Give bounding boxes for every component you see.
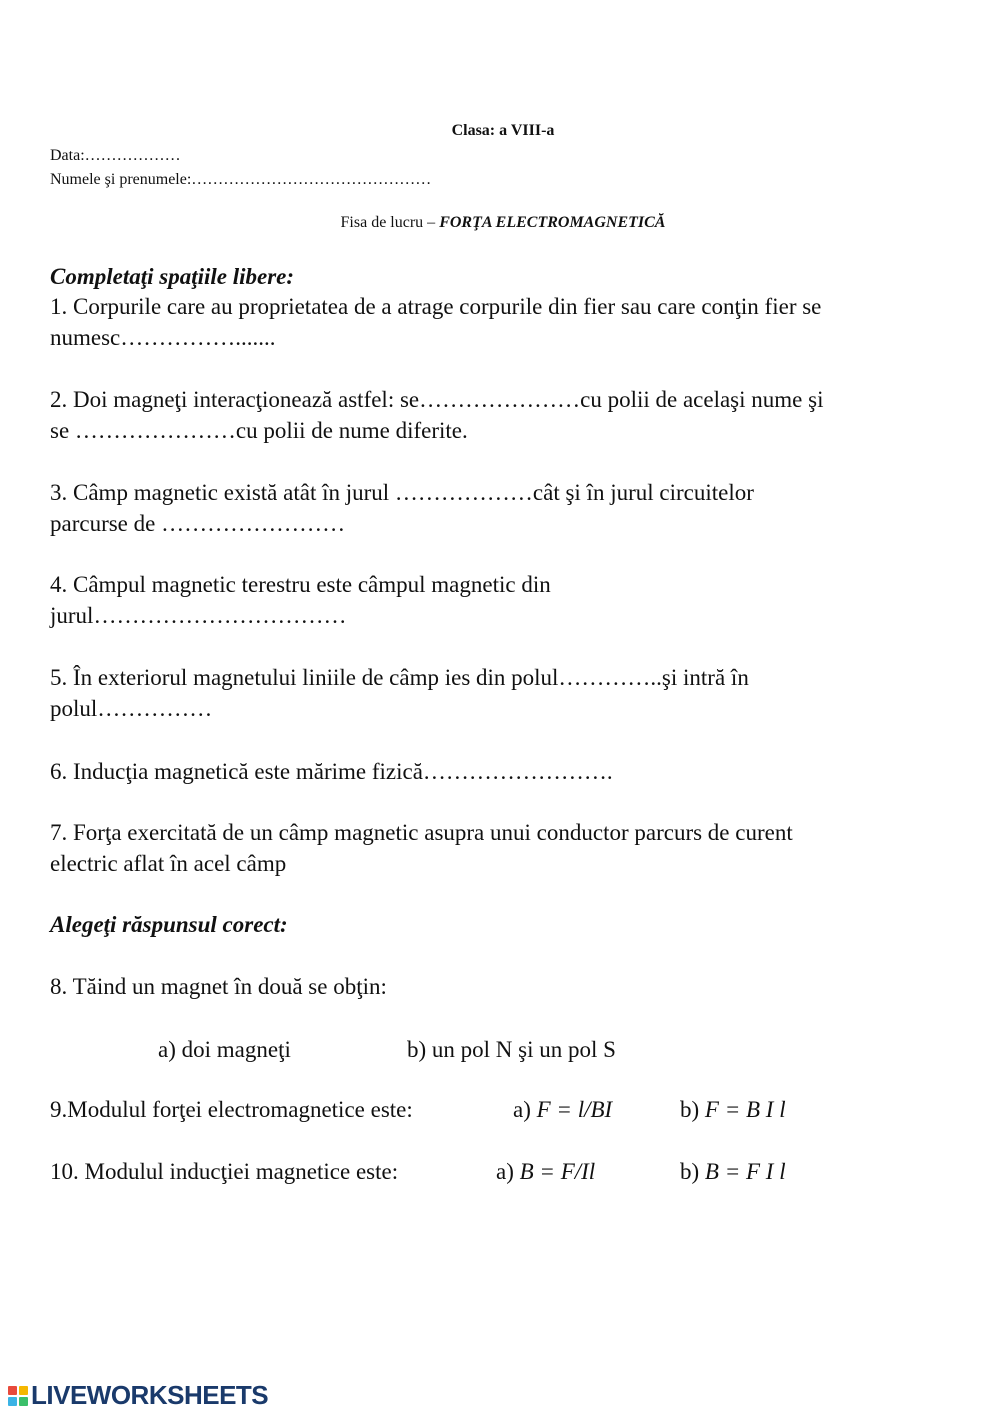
question-10: 10. Modulul inducţiei magnetice este:	[50, 1159, 399, 1184]
section2-heading: Alegeţi răspunsul corect:	[50, 912, 288, 937]
question-5-line-1: 5. În exteriorul magnetului liniile de câmp ies din polul…………..şi intră în	[50, 665, 749, 690]
question-8: 8. Tăind un magnet în două se obţin:	[50, 974, 387, 999]
logo-square	[8, 1397, 17, 1406]
worksheet-title	[0, 214, 1000, 232]
question-2-line-2: se …………………cu polii de nume diferite.	[50, 418, 468, 443]
question-3	[50, 477, 754, 539]
title-prefix: Fisa de lucru –	[340, 214, 440, 231]
question-5-line-2: polul……………	[50, 696, 213, 721]
question-1-line-1: 1. Corpurile care au proprietatea de a atrage corpurile din fier sau care conţin fier se	[50, 294, 822, 319]
question-1-line-2: numesc…………….......	[50, 325, 276, 350]
question-10-option-b[interactable]	[680, 1156, 786, 1187]
class-label: Clasa: a VIII-a	[451, 122, 555, 139]
logo-squares-icon	[8, 1386, 28, 1406]
question-9: 9.Modulul forţei electromagnetice este:	[50, 1097, 413, 1122]
date-line: Data:………………	[50, 147, 181, 164]
logo-square	[19, 1386, 28, 1395]
question-5	[50, 662, 749, 724]
question-6: 6. Inducţia magnetică este mărime fizică…………………….	[50, 759, 613, 784]
question-4	[50, 569, 551, 631]
formula: F = l/BI	[536, 1097, 613, 1122]
question-9-option-a[interactable]	[513, 1094, 612, 1125]
option-label: b)	[680, 1159, 705, 1184]
question-4-line-1: 4. Câmpul magnetic terestru este câmpul magnetic din	[50, 572, 551, 597]
option-label: b)	[680, 1097, 705, 1122]
question-8-option-a[interactable]: a) doi magneţi	[158, 1037, 291, 1062]
formula: B = F I l	[704, 1159, 786, 1184]
title-main: FORŢA ELECTROMAGNETICĂ	[439, 214, 666, 231]
option-label: a)	[496, 1159, 520, 1184]
formula: B = F/Il	[519, 1159, 596, 1184]
name-line: Numele şi prenumele:………………………………………	[50, 171, 432, 188]
question-3-line-2: parcurse de ……………………	[50, 511, 346, 536]
option-label: a)	[513, 1097, 537, 1122]
question-3-line-1: 3. Câmp magnetic există atât în jurul ………………cât şi în jurul circuitelor	[50, 480, 754, 505]
question-1	[50, 291, 821, 353]
question-2	[50, 384, 823, 446]
logo-square	[8, 1386, 17, 1395]
question-7	[50, 817, 793, 879]
question-2-line-1: 2. Doi magneţi interacţionează astfel: se…………………cu polii de acelaşi nume şi	[50, 387, 824, 412]
logo-text: LIVEWORKSHEETS	[31, 1380, 269, 1410]
liveworksheets-logo[interactable]	[8, 1380, 268, 1411]
logo-square	[19, 1397, 28, 1406]
section1-heading: Completaţi spaţiile libere:	[50, 264, 295, 289]
question-4-line-2: jurul……………………………	[50, 603, 347, 628]
question-7-line-2: electric aflat în acel câmp	[50, 851, 287, 876]
question-10-option-a[interactable]	[496, 1156, 595, 1187]
formula: F = B I l	[704, 1097, 786, 1122]
question-9-option-b[interactable]	[680, 1094, 786, 1125]
question-8-option-b[interactable]: b) un pol N şi un pol S	[407, 1037, 616, 1062]
question-7-line-1: 7. Forţa exercitată de un câmp magnetic asupra unui conductor parcurs de curent	[50, 820, 793, 845]
